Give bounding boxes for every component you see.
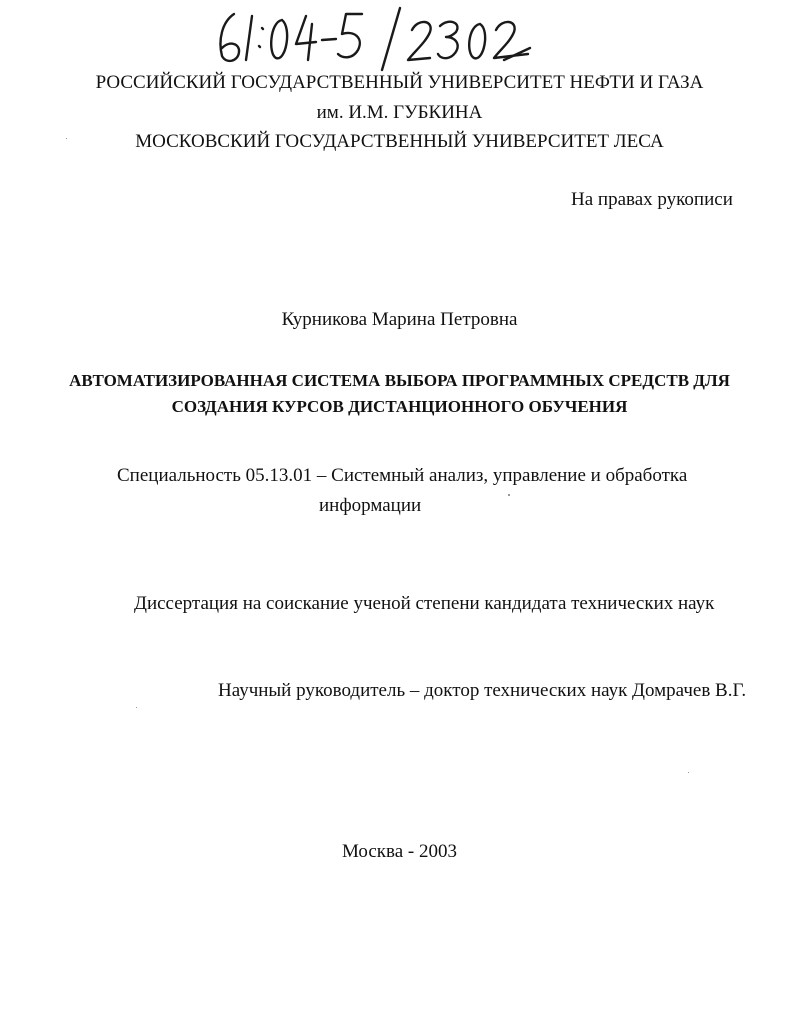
university-name-1: РОССИЙСКИЙ ГОСУДАРСТВЕННЫЙ УНИВЕРСИТЕТ НЕФТИ И ГАЗА: [95, 72, 704, 93]
manuscript-note: На правах рукописи: [571, 189, 733, 210]
dissertation-title-line-2: СОЗДАНИЯ КУРСОВ ДИСТАНЦИОННОГО ОБУЧЕНИЯ: [171, 397, 628, 416]
scan-speck: [136, 707, 137, 708]
scientific-advisor: Научный руководитель – доктор технических наук Домрачев В.Г.: [218, 680, 747, 701]
scan-speck: [688, 772, 689, 773]
specialty-line-1: Специальность 05.13.01 – Системный анализ, управление и обработка: [117, 465, 688, 486]
author-name: Курникова Марина Петровна: [281, 309, 518, 330]
specialty-line-2: информации: [319, 495, 422, 516]
handwritten-archive-mark: [212, 6, 532, 72]
place-and-year: Москва - 2003: [341, 841, 458, 862]
university-name-3: МОСКОВСКИЙ ГОСУДАРСТВЕННЫЙ УНИВЕРСИТЕТ ЛЕСА: [135, 131, 664, 152]
dissertation-title-line-1: АВТОМАТИЗИРОВАННАЯ СИСТЕМА ВЫБОРА ПРОГРАММНЫХ СРЕДСТВ ДЛЯ: [69, 371, 730, 390]
scan-speck: [66, 138, 67, 139]
degree-statement: Диссертация на соискание ученой степени кандидата технических наук: [134, 593, 715, 614]
scan-speck: [508, 494, 510, 496]
university-name-2: им. И.М. ГУБКИНА: [316, 102, 483, 123]
